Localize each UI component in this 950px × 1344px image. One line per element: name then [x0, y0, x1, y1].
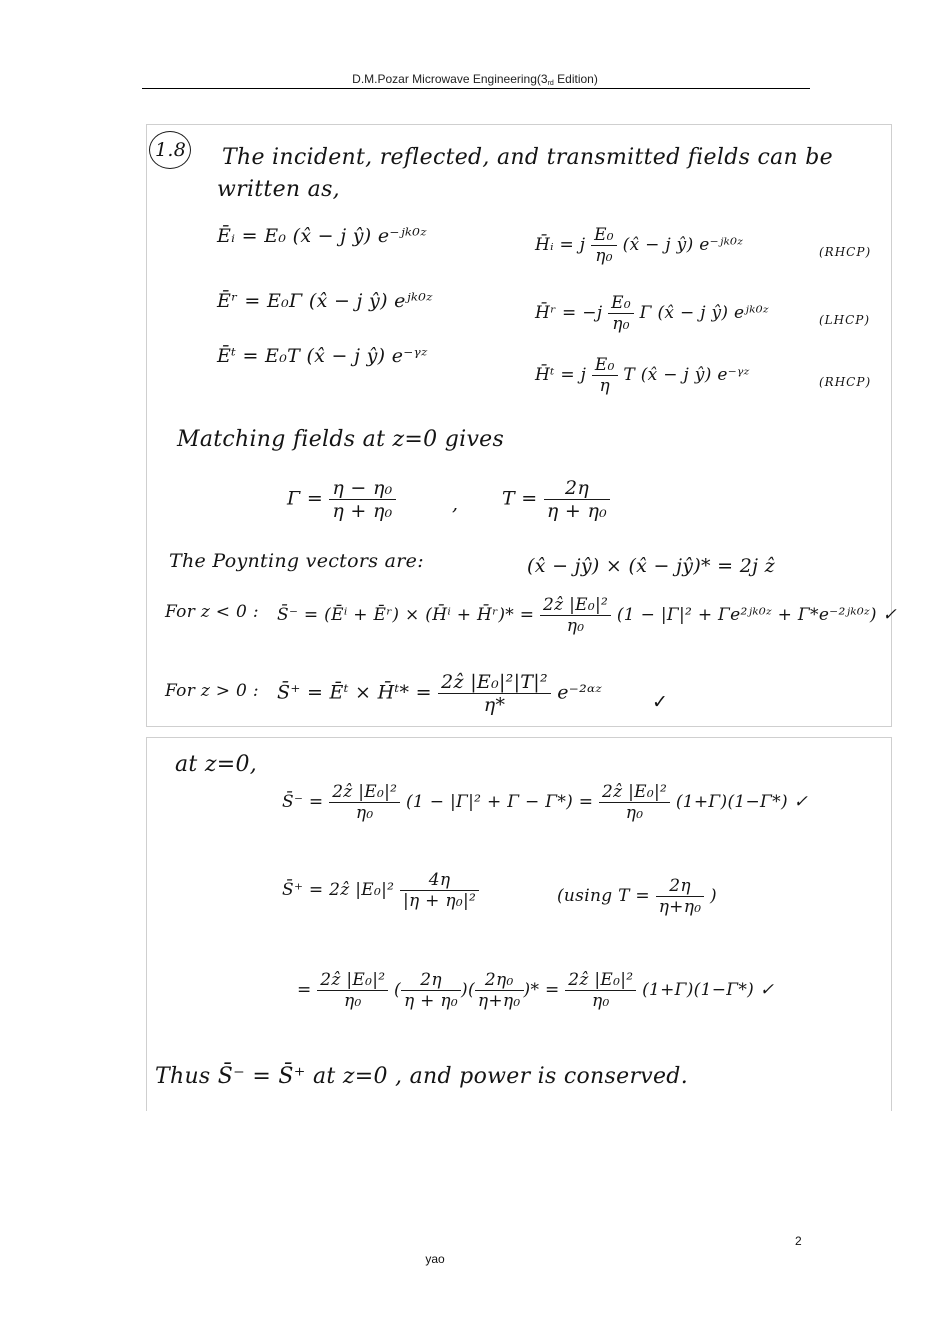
s-minus-num: 2ẑ |E₀|² — [329, 782, 400, 803]
s-plus-pre: S̄⁺ = 2ẑ |E₀|² — [282, 880, 395, 900]
s-minus-den: η₀ — [355, 803, 374, 823]
using-frac — [656, 876, 705, 917]
eq-f2-den: η+η₀ — [477, 991, 521, 1011]
using-T-note — [557, 876, 717, 917]
S-minus-pre: S̄⁻ = (Ēⁱ + Ēʳ) × (H̄ⁱ + H̄ʳ)* = — [277, 605, 535, 625]
H-transmitted-den: η — [599, 376, 611, 396]
s-minus-frac1 — [329, 782, 400, 823]
footer-author: yao — [425, 1252, 445, 1266]
document-header — [0, 72, 950, 86]
H-transmitted-num: E₀ — [592, 355, 618, 376]
using-pre: (using T = — [557, 886, 650, 906]
header-title-pre: D.M.Pozar Microwave Engineering(3 — [352, 72, 548, 86]
T-den: η + η₀ — [546, 500, 608, 522]
s-minus-num2: 2ẑ |E₀|² — [599, 782, 670, 803]
handwritten-scan-2 — [146, 737, 892, 1111]
H-incident-num: E₀ — [591, 225, 617, 246]
gamma-fraction — [329, 477, 395, 522]
H-reflected-fraction — [608, 293, 634, 334]
s-minus-result — [282, 782, 808, 823]
S-minus-num: 2ẑ |E₀|² — [540, 595, 611, 616]
for-z-positive: For z > 0 : — [165, 681, 259, 701]
eq-pre: = — [297, 980, 312, 1000]
field-H-incident — [535, 225, 743, 266]
H-reflected-post: Γ (x̂ − j ŷ) eʲᵏ⁰ᶻ — [639, 303, 769, 323]
s-plus-num: 4η — [400, 870, 479, 891]
label-rhcp-2: (RHCP) — [819, 375, 872, 389]
s-minus-den2: η₀ — [625, 803, 644, 823]
eq-num: 2ẑ |E₀|² — [317, 970, 388, 991]
label-rhcp-1: (RHCP) — [819, 245, 872, 259]
eq-den2: η₀ — [592, 991, 610, 1011]
eq-factor2 — [475, 970, 524, 1011]
S-minus-fraction — [540, 595, 611, 636]
gamma-pre: Γ = — [287, 487, 324, 510]
H-transmitted-pre: H̄ᵗ = j — [535, 365, 587, 385]
H-reflected-num: E₀ — [608, 293, 634, 314]
using-den: η+η₀ — [658, 897, 702, 917]
field-E-incident: Ēᵢ = E₀ (x̂ − j ŷ) e⁻ʲᵏ⁰ᶻ — [217, 225, 427, 247]
eq-frac — [317, 970, 388, 1011]
S-plus-equation — [277, 671, 602, 716]
S-minus-equation — [277, 595, 897, 636]
T-equation — [502, 477, 610, 522]
eq-f1-num: 2η — [401, 970, 461, 991]
header-title-post: Edition) — [553, 72, 598, 86]
S-plus-num: 2ẑ |E₀|²|T|² — [438, 671, 551, 694]
page-number: 2 — [795, 1234, 802, 1248]
S-minus-den: η₀ — [566, 616, 585, 636]
field-E-transmitted: Ēᵗ = E₀T (x̂ − j ŷ) e⁻ᵞᶻ — [217, 345, 428, 367]
H-incident-post: (x̂ − j ŷ) e⁻ʲᵏ⁰ᶻ — [622, 235, 744, 255]
H-transmitted-fraction — [592, 355, 618, 396]
intro-line-1: The incident, reflected, and transmitted fields can be — [222, 145, 833, 170]
s-plus-den: |η + η₀|² — [402, 891, 477, 911]
checkmark-s-plus: ✓ — [652, 691, 669, 713]
eq-factor1 — [401, 970, 461, 1011]
S-plus-post: e⁻²ᵅᶻ — [557, 681, 603, 704]
eq-post: (1+Γ)(1−Γ*) ✓ — [642, 980, 775, 1000]
using-post: ) — [710, 886, 717, 906]
header-rule — [142, 88, 810, 89]
H-incident-fraction — [591, 225, 617, 266]
intro-line-2: written as, — [217, 177, 340, 202]
eq-num2: 2ẑ |E₀|² — [565, 970, 636, 991]
label-lhcp: (LHCP) — [819, 313, 871, 327]
S-plus-fraction — [438, 671, 551, 716]
eq-f1-den: η + η₀ — [403, 991, 459, 1011]
s-plus-frac — [400, 870, 479, 911]
gamma-num: η − η₀ — [329, 477, 395, 500]
for-z-negative: For z < 0 : — [165, 602, 259, 622]
s-minus-mid: (1 − |Γ|² + Γ − Γ*) = — [405, 792, 594, 812]
at-z0-label: at z=0, — [175, 752, 258, 777]
s-plus-result — [282, 870, 479, 911]
gamma-equation — [287, 477, 396, 522]
field-E-reflected: Ēʳ = E₀Γ (x̂ − j ŷ) eʲᵏ⁰ᶻ — [217, 290, 433, 312]
S-minus-post: (1 − |Γ|² + Γe²ʲᵏ⁰ᶻ + Γ*e⁻²ʲᵏ⁰ᶻ) ✓ — [616, 605, 898, 625]
H-reflected-den: η₀ — [612, 314, 630, 334]
S-plus-den: η* — [483, 694, 506, 716]
conclusion-text: Thus S̄⁻ = S̄⁺ at z=0 , and power is conserved. — [155, 1064, 688, 1089]
H-reflected-pre: H̄ʳ = −j — [535, 303, 603, 323]
eq-star: * = — [530, 980, 560, 1000]
T-pre: T = — [502, 487, 538, 510]
matching-text: Matching fields at z=0 gives — [177, 427, 505, 452]
field-H-transmitted — [535, 355, 750, 396]
s-minus-post: (1+Γ)(1−Γ*) ✓ — [675, 792, 809, 812]
cross-identity: (x̂ − jŷ) × (x̂ − jŷ)* = 2j ẑ — [527, 555, 775, 577]
H-incident-den: η₀ — [595, 246, 613, 266]
gamma-comma: , — [452, 493, 459, 515]
field-H-reflected — [535, 293, 769, 334]
poynting-text: The Poynting vectors are: — [169, 550, 424, 572]
problem-number: 1.8 — [155, 139, 187, 161]
T-fraction — [544, 477, 610, 522]
using-num: 2η — [656, 876, 705, 897]
eq-frac2 — [565, 970, 636, 1011]
s-minus-pre: S̄⁻ = — [282, 792, 324, 812]
gamma-den: η + η₀ — [332, 500, 393, 522]
eq-den: η₀ — [344, 991, 362, 1011]
eq-f2-num: 2η₀ — [475, 970, 524, 991]
s-minus-frac2 — [599, 782, 670, 823]
H-transmitted-post: T (x̂ − j ŷ) e⁻ᵞᶻ — [623, 365, 750, 385]
T-num: 2η — [544, 477, 610, 500]
handwritten-scan-1 — [146, 124, 898, 727]
S-plus-pre: S̄⁺ = Ēᵗ × H̄ᵗ* = — [277, 681, 432, 704]
equality-chain: = $\frac{\text{2ẑ |E₀|²}}{\text{η₀}}$ ( $\frac{2\eta}{\text{η + η₀}}$ )( $\frac{\text{2η₀}}{\text{η+η₀}}$ )* = $\frac{\text{2ẑ |E₀|²}}{\text{η₀}}$ (1+Γ)(1−Γ*) ✓ — [297, 970, 775, 1011]
H-incident-pre: H̄ᵢ = j — [535, 235, 586, 255]
header-title-sup: rd — [547, 80, 554, 87]
